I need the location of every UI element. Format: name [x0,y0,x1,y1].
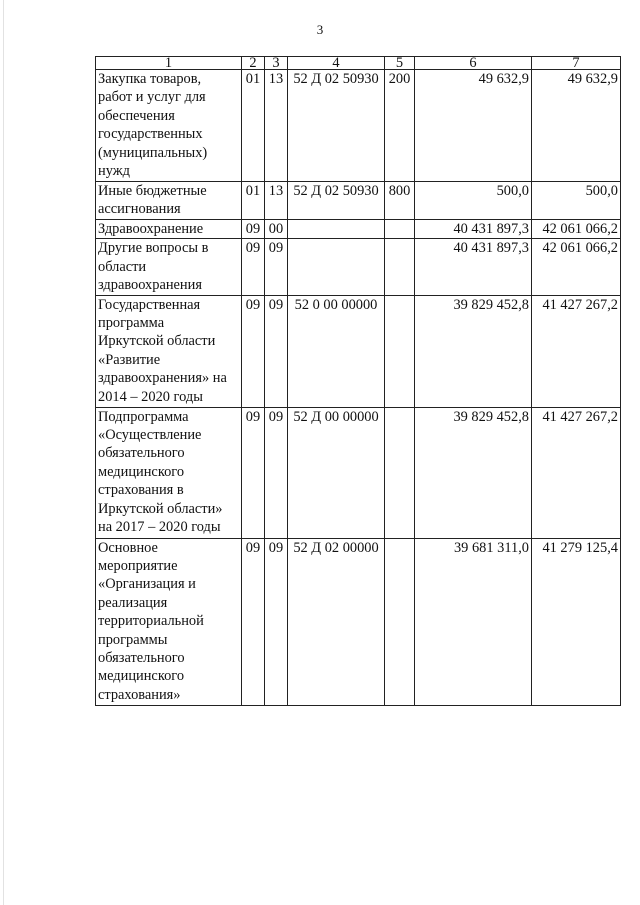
row-name-line: 2014 – 2020 годы [98,388,203,405]
table-row [96,295,621,407]
row-amount-1-cell: 40 431 897,3 [415,239,532,295]
row-amount-2-cell: 42 061 066,2 [532,220,621,239]
row-name-line: на 2017 – 2020 годы [98,519,221,536]
row-name-cell [96,295,242,407]
header-col-5: 5 [385,57,415,70]
row-amount-2-cell: 41 279 125,4 [532,538,621,705]
row-rz-cell: 09 [242,538,265,705]
row-name-line: обязательного [98,650,185,667]
row-amount-2-cell: 41 427 267,2 [532,295,621,407]
budget-table [95,56,621,706]
row-csr-cell: 52 Д 02 00000 [288,538,385,705]
row-name-line: Основное [98,539,158,556]
page-number: 3 [316,22,324,37]
row-vr-cell [385,220,415,239]
row-name-line: программа [98,315,165,332]
row-name-line: «Осуществление [98,427,202,444]
row-rz-cell: 01 [242,182,265,220]
row-pr-cell: 13 [265,182,288,220]
row-name-line: мероприятие [98,558,178,575]
row-pr-cell: 00 [265,220,288,239]
row-rz-cell: 01 [242,70,265,182]
row-name-line: Иркутской области [98,333,216,350]
row-amount-1-cell: 39 681 311,0 [415,538,532,705]
row-name-cell [96,538,242,705]
row-amount-1-cell: 39 829 452,8 [415,407,532,538]
row-name-line: Подпрограмма [98,408,189,425]
row-amount-2-cell: 42 061 066,2 [532,239,621,295]
row-name-line: ассигнования [98,201,181,218]
row-pr-cell: 09 [265,239,288,295]
row-vr-cell: 800 [385,182,415,220]
header-col-1: 1 [96,57,242,70]
row-name-line: здравоохранения [98,277,202,294]
row-amount-2-cell: 49 632,9 [532,70,621,182]
row-name-line: реализация [98,594,168,611]
row-amount-1-cell: 39 829 452,8 [415,295,532,407]
row-vr-cell [385,407,415,538]
table-row [96,538,621,705]
row-name-line: работ и услуг для [98,89,206,106]
row-name-line: страхования» [98,686,181,703]
row-amount-2-cell: 41 427 267,2 [532,407,621,538]
row-name-line: Здравоохранение [98,221,204,237]
row-csr-cell [288,239,385,295]
row-name-line: Иные бюджетные [98,183,207,199]
row-name-line: программы [98,631,168,648]
row-name-cell [96,239,242,295]
row-amount-1-cell: 49 632,9 [415,70,532,182]
row-pr-cell: 09 [265,407,288,538]
header-col-2: 2 [242,57,265,70]
row-pr-cell: 09 [265,295,288,407]
row-amount-1-cell: 40 431 897,3 [415,220,532,239]
row-name-line: страхования в [98,482,184,499]
table-row [96,407,621,538]
row-vr-cell [385,295,415,407]
header-col-6: 6 [415,57,532,70]
row-name-cell [96,70,242,182]
row-csr-cell: 52 Д 00 00000 [288,407,385,538]
row-csr-cell: 52 0 00 00000 [288,295,385,407]
table-row [96,70,621,182]
row-name-line: (муниципальных) [98,144,208,161]
row-name-cell [96,407,242,538]
table-row [96,220,621,239]
row-name-line: государственных [98,126,203,143]
row-pr-cell: 09 [265,538,288,705]
row-name-line: обеспечения [98,107,175,124]
row-csr-cell: 52 Д 02 50930 [288,70,385,182]
table-row [96,182,621,220]
row-name-cell [96,220,242,239]
table-row [96,239,621,295]
row-name-line: территориальной [98,613,204,630]
header-col-7: 7 [532,57,621,70]
header-col-4: 4 [288,57,385,70]
row-amount-2-cell: 500,0 [532,182,621,220]
row-rz-cell: 09 [242,295,265,407]
row-name-line: «Организация и [98,576,196,593]
row-name-cell [96,182,242,220]
row-name-line: медицинского [98,668,185,685]
row-name-line: Государственная [98,296,201,313]
row-csr-cell: 52 Д 02 50930 [288,182,385,220]
row-name-line: Другие вопросы в [98,240,209,257]
header-col-3: 3 [265,57,288,70]
row-rz-cell: 09 [242,220,265,239]
row-name-line: Иркутской области» [98,500,223,517]
row-name-line: нужд [98,163,130,180]
row-name-line: Закупка товаров, [98,71,202,87]
row-name-line: «Развитие [98,351,161,368]
row-name-line: здравоохранения» на [98,370,227,387]
row-name-line: обязательного [98,445,185,462]
row-vr-cell: 200 [385,70,415,182]
row-csr-cell [288,220,385,239]
row-amount-1-cell: 500,0 [415,182,532,220]
row-rz-cell: 09 [242,239,265,295]
row-name-line: медицинского [98,463,185,480]
row-pr-cell: 13 [265,70,288,182]
table-header-row [96,57,621,70]
row-vr-cell [385,239,415,295]
row-vr-cell [385,538,415,705]
row-name-line: области [98,258,147,275]
row-rz-cell: 09 [242,407,265,538]
page-margin-line [3,0,4,905]
